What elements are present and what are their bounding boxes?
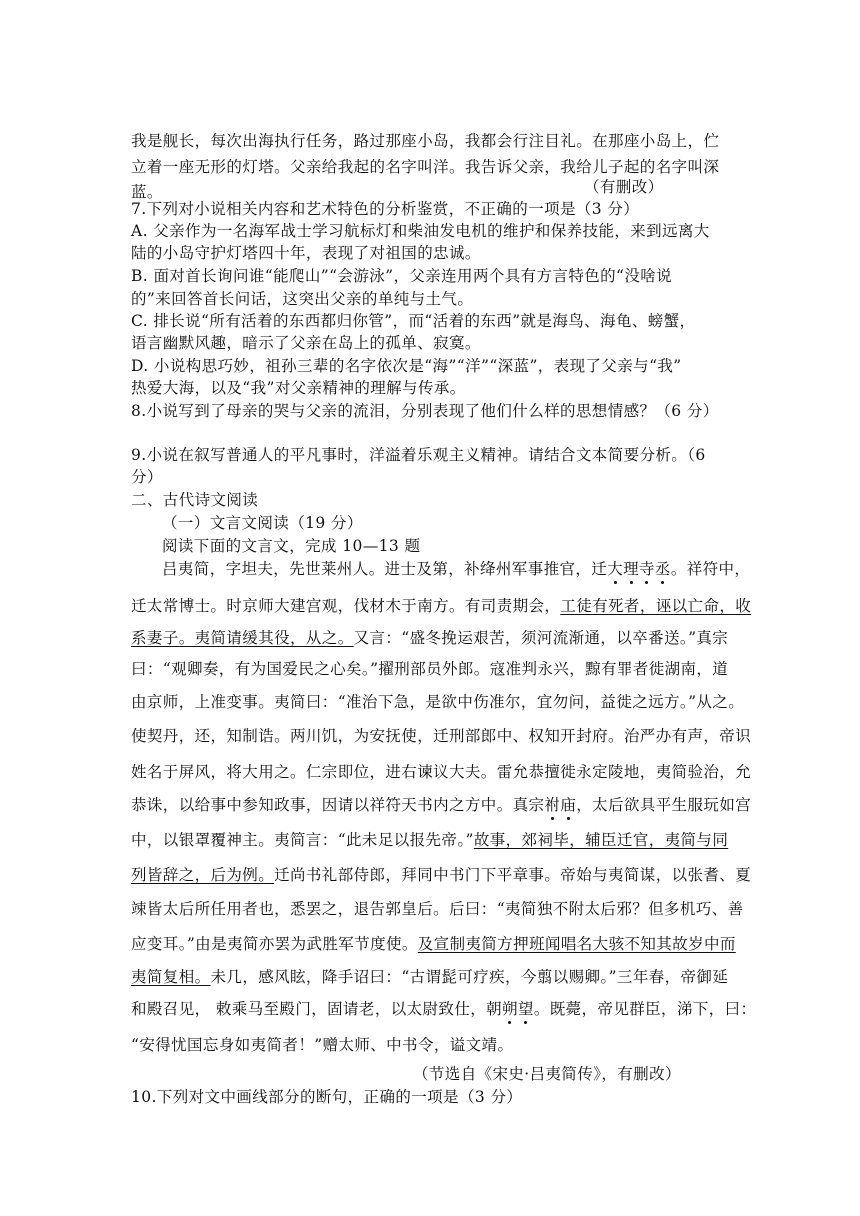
passage-line-8: 恭诛，以给事中参知政事，因请以祥符天书内之方中。真宗祔庙，太后欲具平生服玩如宫 — [131, 796, 752, 814]
section-heading-classical-reading: 二、古代诗文阅读 — [131, 491, 259, 509]
q7-option-b-line-1: B. 面对首长询问谁“能爬山”“会游泳”，父亲连用两个具有方言特色的“没啥说 — [131, 267, 673, 285]
emphasis-dot-char: 寺 — [639, 560, 655, 578]
passage-line-14: 和殿召见， 敕乘马至殿门，固请老，以太尉致仕，朝朔望。既薨，帝见群臣，涕下，曰： — [131, 1000, 757, 1018]
underlined-sentence: 工徒有死者，诬以亡命，收 — [560, 597, 752, 615]
emphasis-dot-char: 丞 — [654, 560, 671, 578]
story-line-3: 蓝。 — [131, 183, 163, 201]
q7-option-b-line-2: 的”来回答首长问话，这突出父亲的单纯与土气。 — [131, 290, 474, 308]
passage-line-15: “安得忧国忘身如夷简者！”赠太师、中书令，谥文靖。 — [131, 1036, 514, 1054]
underlined-sentence: 系妻子。夷简请缓其役，从之。 — [131, 629, 354, 647]
passage-line-3: 系妻子。夷简请缓其役，从之。又言：“盛冬挽运艰苦，须河流渐通，以卒番送。”真宗 — [131, 629, 729, 647]
story-line-2: 立着一座无形的灯塔。父亲给我起的名字叫洋。我告诉父亲，我给儿子起的名字叫深 — [131, 158, 720, 176]
q7-option-d-line-1: D. 小说构思巧妙，祖孙三辈的名字依次是“海”“洋”“深蓝”，表现了父亲与“我” — [131, 357, 682, 375]
story-line-1: 我是舰长，每次出海执行任务，路过那座小岛，我都会行注目礼。在那座小岛上，伫 — [131, 132, 720, 150]
q7-option-c-line-2: 语言幽默风趣，暗示了父亲在岛上的孤单、寂寞。 — [131, 334, 481, 352]
passage-source-note: （节选自《宋史·吕夷简传》，有删改） — [413, 1065, 681, 1083]
emphasis-dot-char: 庙 — [560, 796, 577, 814]
passage-line-7: 姓名于屏风，将大用之。仁宗即位，进右谏议大夫。雷允恭擅徙永定陵地，夷简验治，允 — [131, 763, 752, 781]
q7-option-a-line-1: A. 父亲作为一名海军战士学习航标灯和柴油发电机的维护和保养技能，来到远离大 — [131, 222, 710, 240]
q7-option-a-line-2: 陆的小岛守护灯塔四十年，表现了对祖国的忠诚。 — [131, 244, 481, 262]
passage-line-10: 列皆辞之，后为例。迁尚书礼部侍郎，拜同中书门下平章事。帝始与夷简谋，以张耆、夏 — [131, 866, 752, 884]
question-9-line-2: 分） — [131, 468, 163, 486]
passage-line-12: 应变耳。”由是夷简亦罢为武胜军节度使。及宣制夷简方押班闻唱名大骇不知其故岁中而 — [131, 935, 736, 953]
reading-instruction: 阅读下面的文言文，完成 10—13 题 — [162, 537, 421, 555]
question-9-line-1: 9.小说在叙写普通人的平凡事时，洋溢着乐观主义精神。请结合文本简要分析。（6 — [131, 446, 706, 464]
question-7-stem: 7.下列对小说相关内容和艺术特色的分析鉴赏，不正确的一项是（3 分） — [131, 200, 640, 218]
underlined-sentence: 故事，郊祠毕，辅臣迁官，夷简与同 — [473, 831, 729, 849]
subsection-heading-classical-chinese: （一）文言文阅读（19 分） — [162, 514, 363, 532]
passage-line-11: 竦皆太后所任用者也，悉罢之，退告郭皇后。后曰：“夷简独不附太后邪？但多机巧、善 — [131, 900, 744, 918]
emphasis-dot-char: 望 — [517, 1000, 534, 1018]
passage-line-1: 吕夷简，字坦夫，先世莱州人。进士及第，补绛州军事推官，迁大理寺丞。祥符中， — [162, 560, 751, 578]
underlined-sentence: 列皆辞之，后为例。 — [131, 866, 275, 884]
passage-line-4: 曰：“观卿奏，有为国爱民之心矣。”擢刑部员外郎。寇准判永兴，黥有罪者徙湖南，道 — [131, 660, 729, 678]
question-8: 8.小说写到了母亲的哭与父亲的流泪，分别表现了他们什么样的思想情感？（6 分） — [131, 402, 719, 420]
emphasis-dot-char: 大 — [607, 560, 624, 578]
emphasis-dot-char: 祔 — [544, 796, 561, 814]
underlined-sentence: 夷简复相。 — [131, 968, 211, 986]
passage-line-2: 迁太常博士。时京师大建宫观，伐材木于南方。有司责期会，工徒有死者，诬以亡命，收 — [131, 597, 752, 615]
passage-line-6: 使契丹，还，知制诰。两川饥，为安抚使，迁刑部郎中、权知开封府。治严办有声，帝识 — [131, 727, 752, 745]
story-source-note: （有删改） — [584, 178, 664, 196]
question-10-stem: 10.下列对文中画线部分的断句，正确的一项是（3 分） — [131, 1088, 523, 1106]
q7-option-d-line-2: 热爱大海，以及“我”对父亲精神的理解与传承。 — [131, 379, 466, 397]
passage-line-13: 夷简复相。未几，感风眩，降手诏曰：“古谓髭可疗疾，今翦以赐卿。”三年春，帝御延 — [131, 968, 729, 986]
emphasis-dot-char: 朔 — [502, 1000, 518, 1018]
passage-line-5: 由京师，上准变事。夷简曰：“准治下急，是欲中伤准尔，宜勿问，益徙之远方。”从之。 — [131, 693, 745, 711]
emphasis-dot-char: 理 — [623, 560, 640, 578]
q7-option-c-line-1: C. 排长说“所有活着的东西都归你管”，而“活着的东西”就是海鸟、海龟、螃蟹， — [131, 312, 696, 330]
passage-line-9: 中，以银罩覆神主。夷简言：“此未足以报先帝。”故事，郊祠毕，辅臣迁官，夷简与同 — [131, 831, 729, 849]
underlined-sentence: 及宣制夷简方押班闻唱名大骇不知其故岁中而 — [417, 935, 736, 953]
